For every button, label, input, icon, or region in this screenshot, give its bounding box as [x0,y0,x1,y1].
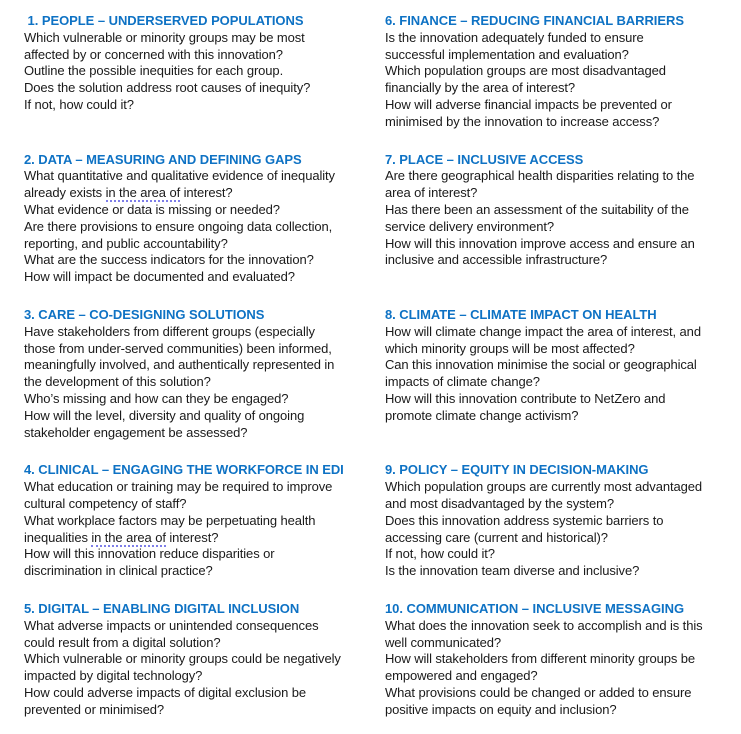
question-line [24,185,364,202]
question-line [385,97,725,114]
question-line [385,324,725,341]
question-line [24,685,364,702]
question-text: reporting, and public accountability? [24,235,228,251]
question-line [385,219,725,236]
question-text: Has there been an assessment of the suitability of the [385,201,689,217]
question-text: Does this innovation address systemic barriers to [385,512,664,528]
question-line [385,513,725,530]
question-text: discrimination in clinical practice? [24,563,213,579]
question-line [385,391,725,408]
question-text: already exists [24,185,106,201]
grammar-suggestion-text[interactable]: in the area of [91,529,166,545]
question-line [385,63,725,80]
section-heading: 8. CLIMATE – CLIMATE IMPACT ON HEALTH [385,306,657,322]
question-text: impacted by digital technology? [24,668,203,684]
question-line [24,702,364,719]
question-text: those from under-served communities) been informed, [24,340,332,356]
question-line [385,185,725,202]
section-heading: 1. PEOPLE – UNDERSERVED POPULATIONS [24,13,304,28]
question-text: interest? [165,529,219,545]
question-line [385,563,725,580]
question-text: Which vulnerable or minority groups may be most [24,29,305,45]
question-line [24,513,364,530]
question-line [385,530,725,547]
question-text: Is the innovation adequately funded to ensure [385,29,644,45]
question-line [385,30,725,47]
question-line [385,702,725,719]
question-text: Which population groups are most disadvantaged [385,63,666,79]
question-line [24,47,364,64]
section-heading: 6. FINANCE – REDUCING FINANCIAL BARRIERS [385,13,684,28]
question-line [24,425,364,442]
question-text: minimised by the innovation to increase access? [385,113,660,129]
question-text: interest? [180,185,233,201]
question-line [385,47,725,64]
question-text: Have stakeholders from different groups (especially [24,323,315,339]
question-line [385,635,725,652]
question-line [385,408,725,425]
question-line [24,269,364,286]
section-care-co-designing-solutions [24,307,364,441]
question-text: inequalities [24,529,92,545]
question-text: Are there geographical health disparities relating to the [385,168,695,184]
question-text: stakeholder engagement be assessed? [24,424,248,440]
question-text: What does the innovation seek to accomplish and is this [385,617,703,633]
question-text: How will this innovation reduce disparities or [24,546,275,562]
question-text: What adverse impacts or unintended consequences [24,617,319,633]
question-line [24,168,364,185]
question-line [24,30,364,47]
question-line [24,357,364,374]
question-text: prevented or minimised? [24,701,165,717]
question-text: could result from a digital solution? [24,634,221,650]
question-line [385,618,725,635]
question-text: How could adverse impacts of digital exclusion be [24,684,306,700]
question-text: What are the success indicators for the innovation? [24,252,314,268]
question-line [24,391,364,408]
question-text: successful implementation and evaluation? [385,46,629,62]
question-line [24,546,364,563]
question-line [24,202,364,219]
question-line [24,63,364,80]
question-text: How will the level, diversity and quality of ongoing [24,407,305,423]
question-text: positive impacts on equity and inclusion? [385,701,617,717]
section-heading: 4. CLINICAL – ENGAGING THE WORKFORCE IN EDI [24,462,344,478]
question-line [24,496,364,513]
section-heading: 3. CARE – CO-DESIGNING SOLUTIONS [24,306,265,322]
question-text: Are there provisions to ensure ongoing data collection, [24,218,333,234]
question-text: Which population groups are currently most advantaged [385,479,702,495]
question-text: Is the innovation team diverse and inclusive? [385,563,640,579]
question-text: What quantitative and qualitative evidence of inequality [24,168,335,184]
question-line [24,530,364,547]
question-text: Outline the possible inequities for each group. [24,63,284,79]
question-line [24,668,364,685]
question-line [385,668,725,685]
question-line [24,252,364,269]
question-text: Does the solution address root causes of inequity? [24,80,311,96]
question-line [24,97,364,114]
question-line [24,324,364,341]
question-text: service delivery environment? [385,218,555,234]
section-policy-equity-in-decision-making [385,462,725,580]
question-text: affected by or concerned with this innovation? [24,46,283,62]
section-digital-enabling-digital-inclusion [24,601,364,719]
section-heading: 9. POLICY – EQUITY IN DECISION-MAKING [385,462,649,478]
section-heading: 5. DIGITAL – ENABLING DIGITAL INCLUSION [24,600,300,616]
section-communication-inclusive-messaging [385,601,725,719]
question-line [24,635,364,652]
question-line [385,236,725,253]
question-text: How will climate change impact the area of interest, and [385,323,701,339]
question-line [385,496,725,513]
section-heading: 2. DATA – MEASURING AND DEFINING GAPS [24,151,302,167]
question-text: and most disadvantaged by the system? [385,495,614,511]
question-line [385,374,725,391]
question-line [24,408,364,425]
question-text: accessing care (current and historical)? [385,529,608,545]
question-line [24,236,364,253]
question-text: Who’s missing and how can they be engaged? [24,390,289,406]
question-text: What workplace factors may be perpetuating health [24,512,316,528]
section-clinical-engaging-the-workforce-in-edi [24,462,364,580]
question-line [24,219,364,236]
question-text: What evidence or data is missing or needed? [24,201,280,217]
section-place-inclusive-access [385,152,725,270]
question-text: cultural competency of staff? [24,495,187,511]
question-text: If not, how could it? [385,546,495,562]
question-text: meaningfully involved, and authentically represented in [24,357,335,373]
question-text: How will adverse financial impacts be prevented or [385,96,672,112]
section-finance-reducing-financial-barriers [385,13,725,131]
grammar-suggestion-text[interactable]: in the area of [105,185,181,201]
question-text: Which vulnerable or minority groups could be negatively [24,651,341,667]
question-text: financially by the area of interest? [385,80,576,96]
question-line [385,114,725,131]
question-line [24,618,364,635]
question-text: impacts of climate change? [385,374,540,390]
question-line [385,685,725,702]
question-text: How will impact be documented and evaluated? [24,269,295,285]
section-heading: 7. PLACE – INCLUSIVE ACCESS [385,151,584,167]
question-text: area of interest? [385,185,478,201]
question-text: If not, how could it? [24,96,134,112]
section-data-measuring-and-defining-gaps [24,152,364,286]
question-line [385,546,725,563]
question-text: promote climate change activism? [385,407,579,423]
question-text: empowered and engaged? [385,668,538,684]
question-line [385,479,725,496]
question-text: What education or training may be required to improve [24,479,333,495]
question-line [24,563,364,580]
question-text: well communicated? [385,634,501,650]
question-line [385,168,725,185]
section-climate-climate-impact-on-health [385,307,725,425]
question-line [385,357,725,374]
question-text: the development of this solution? [24,374,211,390]
question-text: inclusive and accessible infrastructure? [385,252,608,268]
question-line [24,651,364,668]
question-line [385,651,725,668]
question-text: How will stakeholders from different minority groups be [385,651,696,667]
question-line [385,80,725,97]
sections-grid [24,13,725,718]
question-line [24,479,364,496]
question-line [385,202,725,219]
question-line [24,80,364,97]
question-line [24,374,364,391]
section-heading: 10. COMMUNICATION – INCLUSIVE MESSAGING [385,600,685,616]
question-text: What provisions could be changed or added to ensure [385,684,692,700]
question-line [385,341,725,358]
question-line [24,341,364,358]
section-people-underserved-populations [24,13,364,114]
question-text: How will this innovation improve access and ensure an [385,235,695,251]
question-text: Can this innovation minimise the social or geographical [385,357,697,373]
question-text: which minority groups will be most affected? [385,340,635,356]
question-line [385,252,725,269]
question-text: How will this innovation contribute to NetZero and [385,390,666,406]
